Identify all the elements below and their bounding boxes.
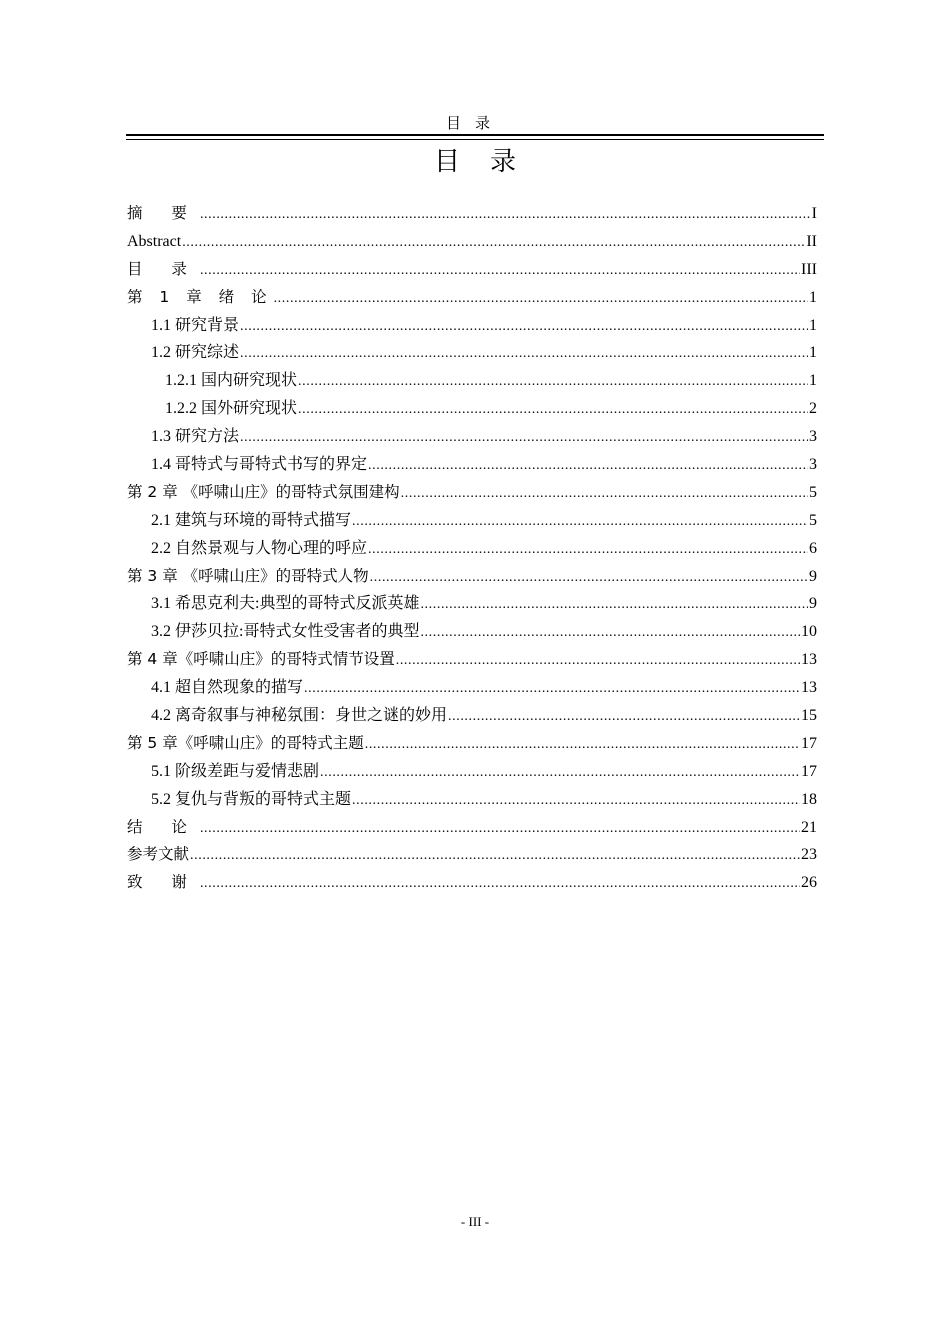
toc-entry-page: III <box>801 260 817 278</box>
toc-entry-label: Abstract <box>127 232 182 250</box>
toc-entry-page: 3 <box>809 456 817 474</box>
toc-entry-contents[interactable] <box>127 256 817 284</box>
toc-entry-label: 结 论 <box>127 817 199 836</box>
toc-entry-page: 5 <box>809 511 817 529</box>
toc-entry-label: 参考文献 <box>127 845 190 864</box>
toc-entry-5-2[interactable] <box>127 786 817 814</box>
toc-dot-leader <box>370 564 808 592</box>
toc-dot-leader <box>352 787 800 815</box>
toc-dot-leader <box>200 201 811 229</box>
toc-dot-leader <box>200 870 800 898</box>
toc-entry-1-2[interactable] <box>127 339 817 367</box>
toc-entry-page: 1 <box>809 288 817 306</box>
toc-title: 目录 <box>433 147 546 177</box>
toc-entry-2-2[interactable] <box>127 535 817 563</box>
toc-entry-page: 2 <box>809 400 817 418</box>
toc-entry-page: 6 <box>809 539 817 557</box>
toc-entry-label: 第 5 章《呼啸山庄》的哥特式主题 <box>127 733 364 752</box>
toc-entry-label: 3.1 希思克利夫:典型的哥特式反派英雄 <box>151 595 420 613</box>
toc-entry-page: I <box>811 205 817 222</box>
toc-dot-leader <box>240 313 808 341</box>
toc-entry-label: 目 录 <box>127 259 199 278</box>
toc-dot-leader <box>298 368 808 396</box>
toc-dot-leader <box>298 396 808 424</box>
toc-entry-label: 2.2 自然景观与人物心理的呼应 <box>151 539 368 557</box>
toc-dot-leader <box>274 285 808 313</box>
toc-entry-label: 3.2 伊莎贝拉:哥特式女性受害者的典型 <box>151 623 420 641</box>
toc-dot-leader <box>352 508 808 536</box>
toc-entry-page: 10 <box>801 623 817 641</box>
toc-entry-label: 1.4 哥特式与哥特式书写的界定 <box>151 456 368 474</box>
toc-entry-page: 15 <box>801 707 817 725</box>
toc-dot-leader <box>200 257 800 285</box>
toc-entry-label: 1.3 研究方法 <box>151 428 240 446</box>
toc-entry-page: II <box>806 232 817 250</box>
toc-entry-conclusion[interactable] <box>127 814 817 842</box>
toc-entry-page: 26 <box>801 874 817 892</box>
toc-entry-page: 18 <box>801 790 817 808</box>
toc-dot-leader <box>240 340 808 368</box>
toc-dot-leader <box>401 480 808 508</box>
toc-dot-leader <box>200 815 800 843</box>
toc-dot-leader <box>190 842 800 870</box>
toc-entry-chapter-2[interactable] <box>127 479 817 507</box>
toc-entry-page: 9 <box>809 567 817 585</box>
toc-entry-5-1[interactable] <box>127 758 817 786</box>
toc-entry-label: 1.1 研究背景 <box>151 316 240 334</box>
toc-entry-label: 1.2.1 国内研究现状 <box>165 372 298 390</box>
toc-entry-3-1[interactable] <box>127 590 817 618</box>
toc-entry-chapter-5[interactable] <box>127 730 817 758</box>
toc-entry-page: 17 <box>801 762 817 780</box>
toc-entry-label: 4.2 离奇叙事与神秘氛围：身世之谜的妙用 <box>151 707 448 725</box>
toc-entry-1-1[interactable] <box>127 312 817 340</box>
toc-entry-label: 2.1 建筑与环境的哥特式描写 <box>151 511 352 529</box>
toc-entry-label: 第 2 章 《呼啸山庄》的哥特式氛围建构 <box>127 482 400 501</box>
toc-entry-1-4[interactable] <box>127 451 817 479</box>
header-rule <box>126 134 824 140</box>
toc-entry-page: 3 <box>809 428 817 446</box>
toc-entry-label: 1.2 研究综述 <box>151 344 240 362</box>
toc-entry-chapter-3[interactable] <box>127 563 817 591</box>
toc-entry-chapter-4[interactable] <box>127 646 817 674</box>
toc-entry-page: 1 <box>809 344 817 362</box>
toc-dot-leader <box>448 703 800 731</box>
page-number-footer: - III - <box>460 1214 490 1229</box>
toc-entry-page: 5 <box>809 483 817 501</box>
running-header: 目录 <box>445 116 504 132</box>
toc-entry-3-2[interactable] <box>127 618 817 646</box>
toc-entry-label: 第 1 章 绪 论 <box>127 287 273 306</box>
toc-entry-page: 13 <box>801 651 817 669</box>
toc-dot-leader <box>420 591 808 619</box>
toc-dot-leader <box>368 452 808 480</box>
toc-dot-leader <box>182 229 805 257</box>
toc-entry-page: 9 <box>809 595 817 613</box>
toc-entry-acknowledgements[interactable] <box>127 869 817 897</box>
toc-entry-page: 1 <box>809 316 817 334</box>
toc-entry-1-3[interactable] <box>127 423 817 451</box>
toc-entry-4-2[interactable] <box>127 702 817 730</box>
toc-entry-2-1[interactable] <box>127 507 817 535</box>
toc-entry-label: 1.2.2 国外研究现状 <box>165 400 298 418</box>
toc-entry-label: 5.1 阶级差距与爱情悲剧 <box>151 762 320 780</box>
toc-entry-page: 17 <box>801 734 817 752</box>
toc-dot-leader <box>396 647 800 675</box>
toc-entry-label: 5.2 复仇与背叛的哥特式主题 <box>151 790 352 808</box>
toc-dot-leader <box>420 619 800 647</box>
toc-entry-label: 4.1 超自然现象的描写 <box>151 679 304 697</box>
toc-entry-4-1[interactable] <box>127 674 817 702</box>
toc-list <box>127 200 817 897</box>
toc-dot-leader <box>240 424 808 452</box>
toc-entry-references[interactable] <box>127 841 817 869</box>
toc-entry-page: 13 <box>801 679 817 697</box>
toc-entry-page: 1 <box>809 372 817 390</box>
toc-entry-label: 摘 要 <box>127 204 199 222</box>
toc-entry-chapter-1[interactable] <box>127 284 817 312</box>
toc-entry-abstract-en[interactable] <box>127 228 817 256</box>
toc-dot-leader <box>304 675 800 703</box>
toc-entry-label: 第 4 章《呼啸山庄》的哥特式情节设置 <box>127 650 395 669</box>
toc-entry-label: 第 3 章 《呼啸山庄》的哥特式人物 <box>127 566 369 585</box>
toc-entry-1-2-2[interactable] <box>127 395 817 423</box>
toc-entry-label: 致 谢 <box>127 873 199 892</box>
toc-entry-page: 21 <box>801 818 817 836</box>
toc-entry-abstract-cn[interactable] <box>127 200 817 228</box>
toc-entry-page: 23 <box>801 846 817 864</box>
toc-dot-leader <box>320 759 800 787</box>
toc-dot-leader <box>368 536 808 564</box>
toc-dot-leader <box>365 731 800 759</box>
toc-entry-1-2-1[interactable] <box>127 367 817 395</box>
